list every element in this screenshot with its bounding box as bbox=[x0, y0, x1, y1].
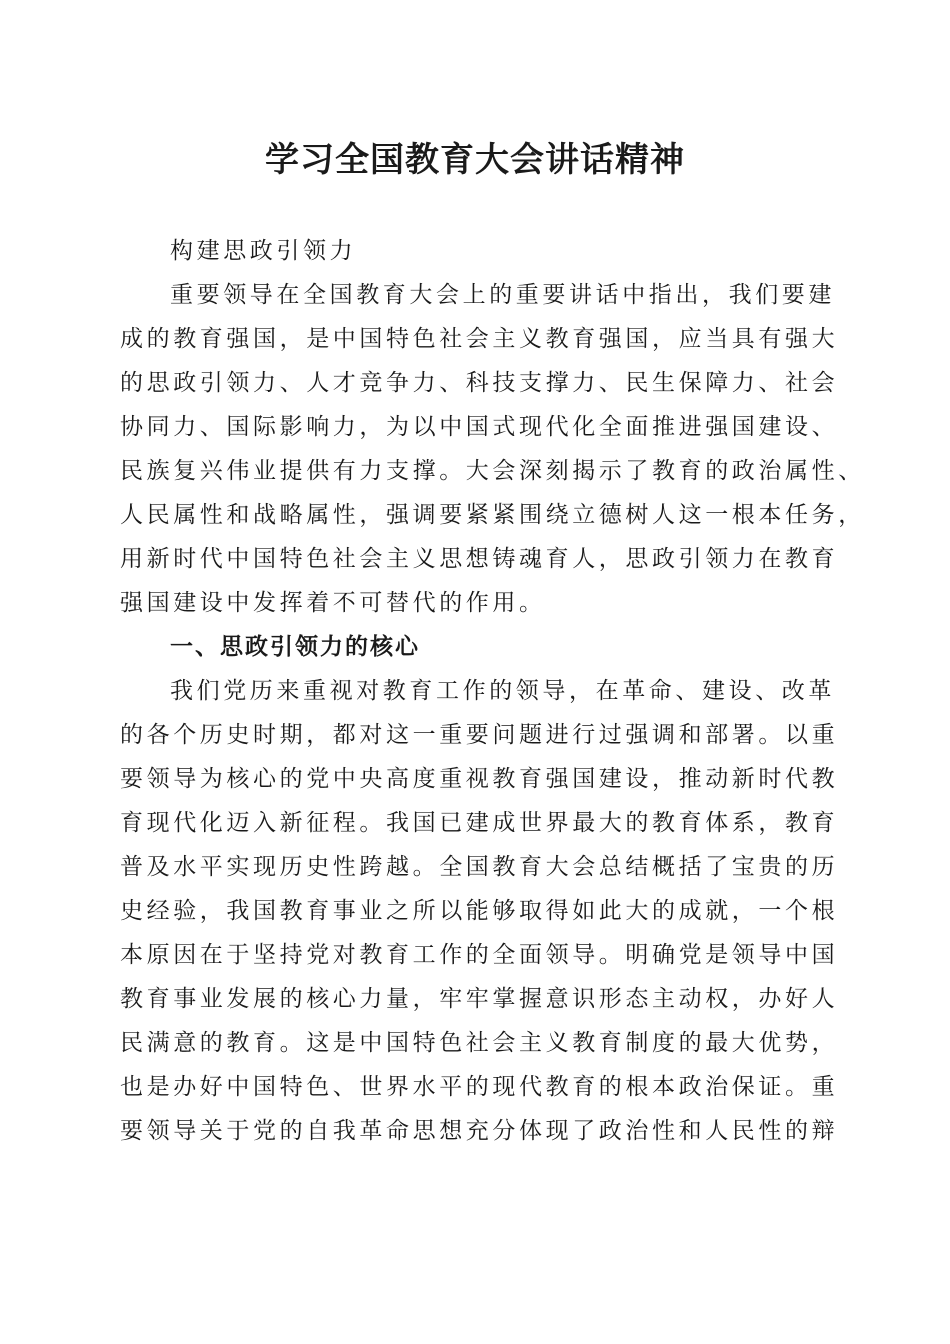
paragraph-line: 史经验，我国教育事业之所以能够取得如此大的成就，一个根 bbox=[120, 898, 839, 924]
paragraph-line: 强国建设中发挥着不可替代的作用。 bbox=[120, 590, 546, 616]
document-title: 学习全国教育大会讲话精神 bbox=[265, 140, 685, 180]
paragraph-line: 教育事业发展的核心力量，牢牢掌握意识形态主动权，办好人 bbox=[120, 986, 839, 1012]
paragraph-line: 协同力、国际影响力，为以中国式现代化全面推进强国建设、 bbox=[120, 414, 839, 440]
paragraph-line: 普及水平实现历史性跨越。全国教育大会总结概括了宝贵的历 bbox=[120, 854, 839, 880]
paragraph-line: 也是办好中国特色、世界水平的现代教育的根本政治保证。重 bbox=[120, 1074, 839, 1100]
paragraph-line: 用新时代中国特色社会主义思想铸魂育人，思政引领力在教育 bbox=[120, 546, 839, 572]
paragraph-line: 民满意的教育。这是中国特色社会主义教育制度的最大优势， bbox=[120, 1030, 839, 1056]
paragraph-line: 要领导为核心的党中央高度重视教育强国建设，推动新时代教 bbox=[120, 766, 839, 792]
paragraph-line: 要领导关于党的自我革命思想充分体现了政治性和人民性的辩 bbox=[120, 1118, 839, 1144]
section-heading: 一、思政引领力的核心 bbox=[170, 634, 420, 660]
paragraph-line: 的各个历史时期，都对这一重要问题进行过强调和部署。以重 bbox=[120, 722, 839, 748]
paragraph-line: 民族复兴伟业提供有力支撑。大会深刻揭示了教育的政治属性、 bbox=[120, 458, 865, 484]
subtitle: 构建思政引领力 bbox=[170, 238, 357, 264]
paragraph-line: 成的教育强国，是中国特色社会主义教育强国，应当具有强大 bbox=[120, 326, 839, 352]
document-body bbox=[120, 229, 865, 1153]
paragraph-line: 重要领导在全国教育大会上的重要讲话中指出，我们要建 bbox=[170, 282, 835, 308]
paragraph-line: 人民属性和战略属性，强调要紧紧围绕立德树人这一根本任务， bbox=[120, 502, 865, 528]
paragraph-line: 的思政引领力、人才竞争力、科技支撑力、民生保障力、社会 bbox=[120, 370, 839, 396]
paragraph-line: 育现代化迈入新征程。我国已建成世界最大的教育体系，教育 bbox=[120, 810, 839, 836]
paragraph-line: 本原因在于坚持党对教育工作的全面领导。明确党是领导中国 bbox=[120, 942, 839, 968]
paragraph-line: 我们党历来重视对教育工作的领导，在革命、建设、改革 bbox=[170, 678, 835, 704]
